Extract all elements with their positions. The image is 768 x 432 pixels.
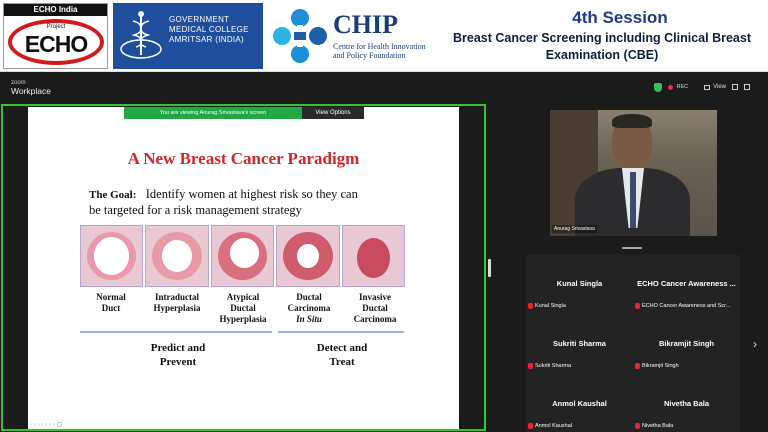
recording-indicator[interactable]: REC xyxy=(668,84,688,90)
speaker-name-tag: Anurag Srivastava xyxy=(554,226,595,232)
viewing-screen-banner: You are viewing Anurag Srivastava's screen xyxy=(124,107,302,119)
participant-tile[interactable]: Nivetha Bala Nivetha Bala xyxy=(633,375,740,432)
mic-muted-icon xyxy=(528,303,533,309)
normal-duct-image xyxy=(80,225,143,287)
session-title: 4th Session xyxy=(572,8,668,27)
stage-label: Atypical Ductal Hyperplasia xyxy=(219,292,267,324)
participant-tile[interactable]: Sukriti Sharma Sukriti Sharma xyxy=(526,315,633,374)
chip-title: CHIP xyxy=(333,10,398,39)
slide-goal: The Goal: Identify women at highest risk so they can be targeted for a risk management strategy xyxy=(89,187,358,217)
stage-label: Invasive Ductal Carcinoma xyxy=(353,292,397,324)
presentation-slide xyxy=(28,107,459,429)
record-dot-icon xyxy=(668,85,673,90)
annotation-toolbar[interactable]: ◦ ◦ ◦ ◦ ◦ ◦ ◦ ▢ xyxy=(30,422,63,428)
speaker-video-tile[interactable] xyxy=(550,110,717,236)
caduceus-emblem-icon xyxy=(118,9,164,63)
participant-tile[interactable]: ECHO Cancer Awareness ... ECHO Cancer Awareness and Scr... xyxy=(633,255,740,314)
stage-labels xyxy=(78,292,408,325)
echo-wordmark: ECHO xyxy=(24,31,88,57)
predict-prevent-label: Predict and Prevent xyxy=(150,342,206,368)
intraductal-hyperplasia-image xyxy=(145,225,208,287)
gmc-text: GOVERNMENT MEDICAL COLLEGE AMRITSAR (INDIA) xyxy=(169,15,249,44)
goal-label: The Goal: xyxy=(89,189,137,201)
carcinoma-in-situ-image xyxy=(276,225,339,287)
mic-muted-icon xyxy=(528,423,533,429)
chevron-right-icon[interactable]: › xyxy=(753,337,757,351)
panel-resize-handle[interactable] xyxy=(488,259,491,277)
participant-tile[interactable]: Anmol Kaushal Anmol Kaushal xyxy=(526,375,633,432)
predict-divider xyxy=(80,331,272,333)
mic-muted-icon xyxy=(635,423,640,429)
participant-tile[interactable]: Bikramjit Singh Bikramjit Singh xyxy=(633,315,740,374)
duct-progression-images xyxy=(80,225,405,287)
stage-label: Ductal Carcinoma In Situ xyxy=(287,292,331,324)
stage-label: Normal Duct xyxy=(96,292,126,313)
slide-title: A New Breast Cancer Paradigm xyxy=(127,149,360,168)
detect-divider xyxy=(278,331,404,333)
invasive-carcinoma-image xyxy=(342,225,405,287)
window-icon[interactable] xyxy=(732,84,738,90)
project-echo-logo xyxy=(8,19,104,65)
participant-gallery xyxy=(526,255,740,432)
view-button[interactable]: View xyxy=(704,84,726,90)
grid-view-icon xyxy=(704,85,710,90)
detect-treat-label: Detect and Treat xyxy=(316,342,368,368)
top-bar-controls xyxy=(654,81,768,93)
chip-logo-icon xyxy=(270,6,330,66)
echo-india-header: ECHO India xyxy=(4,4,107,16)
mic-muted-icon xyxy=(635,303,640,309)
gmc-amritsar-logo xyxy=(113,3,263,69)
event-banner xyxy=(0,0,768,72)
gallery-drag-bar[interactable] xyxy=(622,247,642,249)
fullscreen-icon[interactable] xyxy=(744,84,750,90)
participant-tile[interactable]: Kunal Singla Kunal Singla xyxy=(526,255,633,314)
view-options-button[interactable]: View Options xyxy=(302,107,364,119)
zoom-workplace-brand: zoom Workplace xyxy=(11,80,51,96)
echo-india-logo xyxy=(3,3,108,69)
mic-muted-icon xyxy=(635,363,640,369)
security-shield-icon[interactable] xyxy=(654,83,662,92)
echo-project-label: Project xyxy=(46,24,66,30)
atypical-hyperplasia-image xyxy=(211,225,274,287)
session-subtitle: Breast Cancer Screening including Clinical Breast Examination (CBE) xyxy=(452,31,751,62)
chip-subtitle: Centre for Health Innovation and Policy Foundation xyxy=(333,42,426,60)
stage-label: Intraductal Hyperplasia xyxy=(153,292,201,313)
zoom-top-bar xyxy=(0,72,768,100)
mic-muted-icon xyxy=(528,363,533,369)
